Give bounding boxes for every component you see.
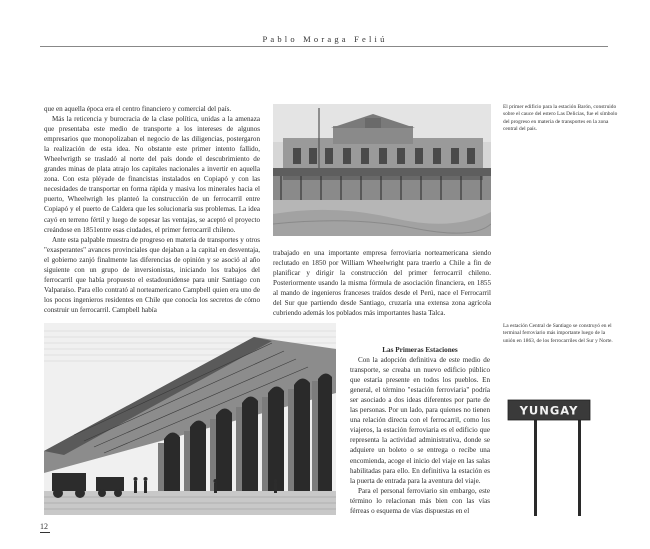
- section-las-primeras-estaciones: [350, 345, 490, 516]
- left-paragraph-3: Ante esta palpable muestra de progreso en materia de transportes y otros "exasperantes" avances provinciales que dejaban a la capital en desventaja, el gobierno zanjó finalmente las diferencias de opinión y se asoció al año siguiente con un grupo de inversionistas, iniciando los trabajos del ferrocarril que había propuesto el estadounidense para unir Santiago con Valparaíso. Para ello contrató al norteamericano Campbell quien era uno de los pocos ingenieros residentes en Chile que conocía los secretos de cómo construir un ferrocarril. Campbell había: [44, 235, 260, 314]
- caption-central-station: La estación Central de Santiago se construyó en el terminal ferroviario más importante luego de la unión en 1863, de los ferrocarriles del Sur y Norte.: [503, 323, 613, 344]
- header-divider: [40, 46, 608, 47]
- section-paragraph-2: Para el personal ferroviario sin embargo, este término lo relacionan más bien con las vías férreas o esquema de vías dispuestas en el: [350, 486, 490, 515]
- section-heading: Las Primeras Estaciones: [382, 346, 458, 354]
- running-header-author: Pablo Moraga Feliú: [262, 34, 388, 44]
- middle-column: [273, 248, 491, 318]
- page-number: 12: [40, 522, 48, 531]
- middle-paragraph: trabajado en una importante empresa ferroviaria norteamericana siendo reclutado en 1850 por William Wheelwright para traerlo a Chile a fin de planificar y dirigir la construcción del primer ferrocarril chileno. Posteriormente usando la misma fórmula de asociación financiera, en 1855 al mando de ingenieros franceses traídos desde el Perú, nace el Ferrocarril del Sur que partiendo desde Santiago, cruzaría una extensa zona agrícola cubriendo además los poblados más importantes hasta Talca.: [273, 249, 491, 318]
- left-paragraph-2: Más la reticencia y burocracia de la clase política, unidas a la amenaza que presentaba este medio de transporte a los intereses de algunos empresarios que monopolizaban el negocio de las diligencias, postergaron la realización de esta idea. No obstante este primer intento fallido, Wheelwrigth se trasladó al norte del país donde el descubrimiento de grandes minas de plata atrajo los capitales nacionales a invertir en aquella zona. Con esta pléyade de financistas instalados en Copiapó y con las necesidades de transportar en forma rápida y masiva los minerales hacia el puerto, Wheelwrigh les planteó la construcción de un ferrocarril entre Copiapó y el puerto de Caldera que les solucionaría sus problemas. La idea cayó en terreno fértil y luego de sopesar las ventajas, se aceptó el proyecto creándose en 1851entre esas ciudades, el primer ferrocarril chileno.: [44, 115, 260, 234]
- photo-baron-station: [273, 104, 491, 236]
- caption-baron-station: El primer edificio para la estación Barón, construido sobre el cauce del estero Las Delicias, fue el símbolo del progreso en materia de transportes en la zona central del país.: [503, 104, 618, 133]
- left-paragraph-1: que en aquella época era el centro financiero y comercial del país.: [44, 105, 232, 113]
- sign-text: YUNGAY: [519, 403, 579, 418]
- page-number-rule: [40, 532, 50, 533]
- section-paragraph-1: Con la adopción definitiva de este medio de transporte, se creaba un nuevo edificio público que estaría presente en todos los pueblos. En general, el término "estación ferroviaria" podría ser asociado a dos ideas diferentes por parte de las personas. Por un lado, para quienes no tienen una relación directa con el ferrocarril, como los viajeros, la estación ferroviaria es el edificio que representa la actividad administrativa, donde se adquiere un boleto o se entrega o recibe una encomienda, acoge el inicio del viaje en las salas habilitadas para ello. En definitiva la estación es la puerta de entrada para la aventura del viaje.: [350, 356, 490, 485]
- engraving-estacion-central: [44, 323, 336, 515]
- photo-yungay-sign: [506, 390, 592, 516]
- left-column: [44, 104, 260, 315]
